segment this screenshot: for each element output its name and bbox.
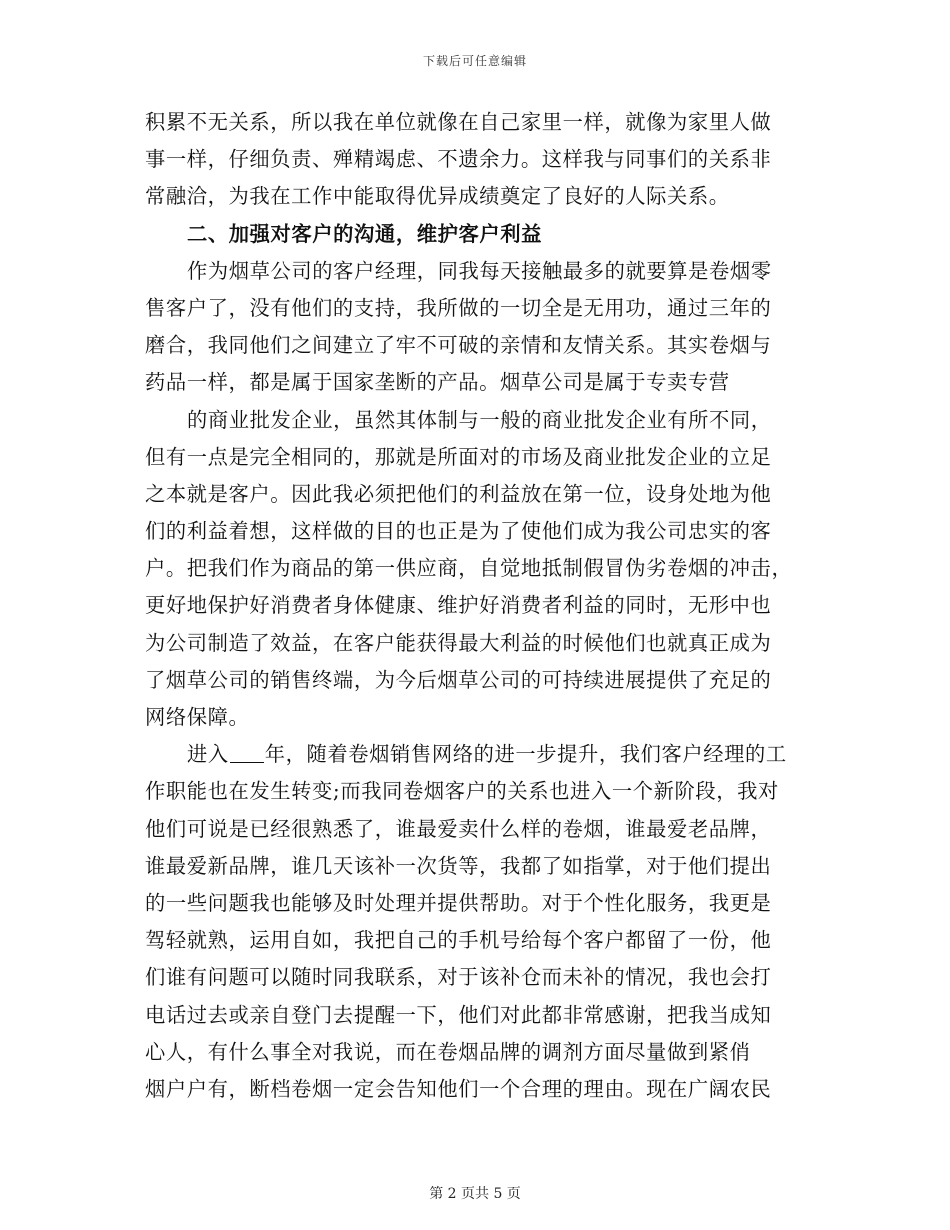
paragraph-line: 户。把我们作为商品的第一供应商，自觉地抵制假冒伪劣卷烟的冲击， xyxy=(145,556,793,581)
section-heading: 二、加强对客户的沟通，维护客户利益 xyxy=(187,221,542,246)
document-body xyxy=(145,104,807,1108)
paragraph-line: 驾轻就熟，运用自如，我把自己的手机号给每个客户都留了一份，他 xyxy=(145,928,772,953)
paragraph-line: 常融洽，为我在工作中能取得优异成绩奠定了良好的人际关系。 xyxy=(145,184,730,209)
paragraph-line: 之本就是客户。因此我必须把他们的利益放在第一位，设身处地为他 xyxy=(145,481,772,506)
paragraph-line: 电话过去或亲自登门去提醒一下，他们对此都非常感谢，把我当成知 xyxy=(145,1002,772,1027)
line-start-text: 进入 xyxy=(187,742,229,767)
paragraph-line: 们的利益着想，这样做的目的也正是为了使他们成为我公司忠实的客 xyxy=(145,519,772,544)
paragraph-line: 药品一样，都是属于国家垄断的产品。烟草公司是属于专卖专营 xyxy=(145,370,730,395)
paragraph-line xyxy=(145,736,807,773)
page-footer: 第 2 页共 5 页 xyxy=(429,1186,521,1202)
line-end-text: 年，随着卷烟销售网络的进一步提升，我们客户经理的工 xyxy=(264,742,787,767)
paragraph-line: 作职能也在发生转变;而我同卷烟客户的关系也进入一个新阶段，我对 xyxy=(145,779,779,804)
fill-in-blank xyxy=(230,742,264,763)
paragraph-line: 心人，有什么事全对我说，而在卷烟品牌的调剂方面尽量做到紧俏 xyxy=(145,1039,751,1064)
paragraph-line: 磨合，我同他们之间建立了牢不可破的亲情和友情关系。其实卷烟与 xyxy=(145,333,772,358)
paragraph-line: 作为烟草公司的客户经理，同我每天接触最多的就要算是卷烟零 xyxy=(187,258,772,283)
page-header: 下载后可任意编辑 xyxy=(422,54,527,68)
paragraph-line: 积累不无关系，所以我在单位就像在自己家里一样，就像为家里人做 xyxy=(145,110,772,134)
paragraph-line: 售客户了，没有他们的支持，我所做的一切全是无用功，通过三年的 xyxy=(145,295,772,320)
paragraph-line: 谁最爱新品牌，谁几天该补一次货等，我都了如指掌，对于他们提出 xyxy=(145,853,772,878)
paragraph-line: 烟户户有，断档卷烟一定会告知他们一个合理的理由。现在广阔农民 xyxy=(145,1076,772,1101)
paragraph-line: 但有一点是完全相同的，那就是所面对的市场及商业批发企业的立足 xyxy=(145,444,772,469)
paragraph-line: 网络保障。 xyxy=(145,705,250,729)
paragraph-line: 了烟草公司的销售终端，为今后烟草公司的可持续进展提供了充足的 xyxy=(145,667,772,692)
paragraph-line: 的一些问题我也能够及时处理并提供帮助。对于个性化服务，我更是 xyxy=(145,890,772,915)
paragraph-line: 的商业批发企业，虽然其体制与一般的商业批发企业有所不同， xyxy=(187,407,772,432)
paragraph-line: 事一样，仔细负责、殚精竭虑、不遗余力。这样我与同事们的关系非 xyxy=(145,147,772,172)
paragraph-line: 们谁有问题可以随时同我联系，对于该补仓而未补的情况，我也会打 xyxy=(145,965,772,990)
paragraph-line: 为公司制造了效益，在客户能获得最大利益的时候他们也就真正成为 xyxy=(145,630,772,655)
paragraph-line: 更好地保护好消费者身体健康、维护好消费者利益的同时，无形中也 xyxy=(145,593,772,618)
paragraph-line: 他们可说是已经很熟悉了，谁最爱卖什么样的卷烟，谁最爱老品牌， xyxy=(145,816,772,841)
